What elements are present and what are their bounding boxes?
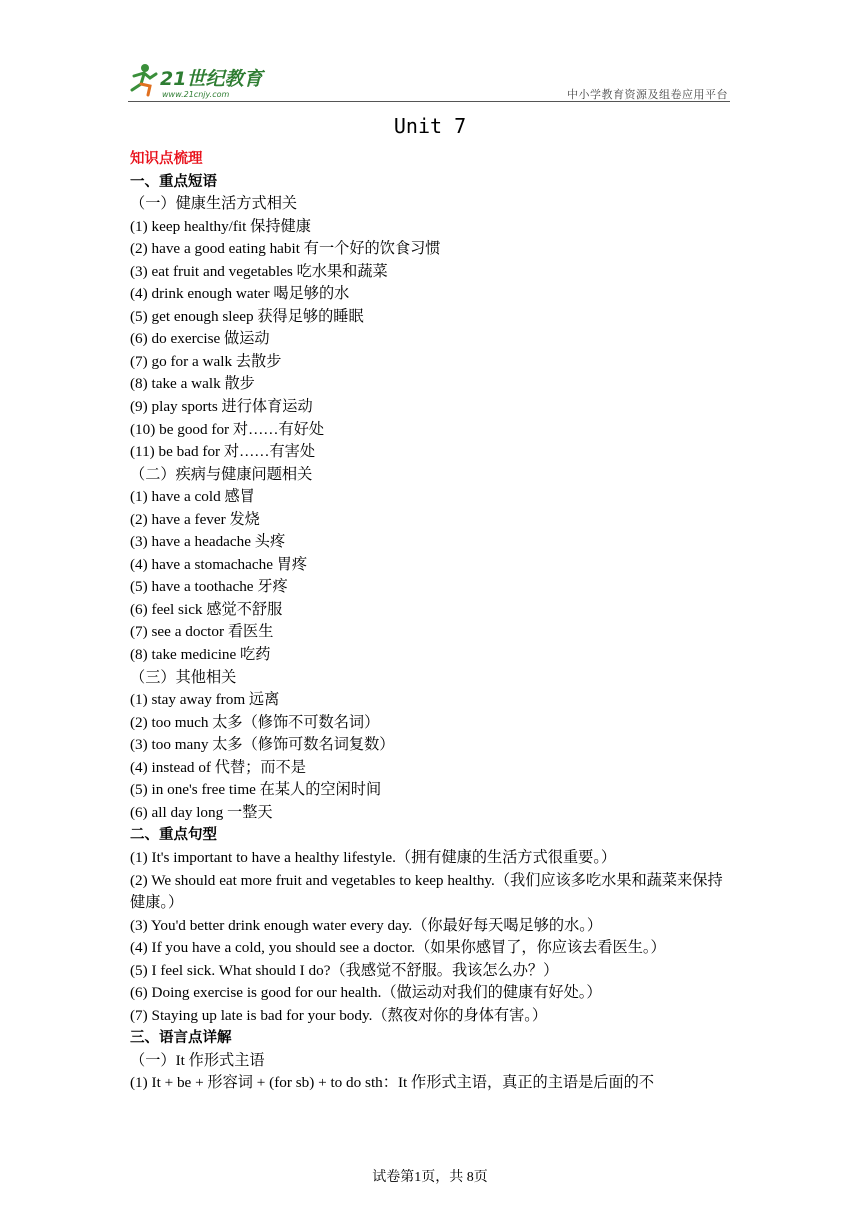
svg-text:www.21cnjy.com: www.21cnjy.com (162, 90, 230, 99)
text-line: (6) all day long 一整天 (130, 803, 273, 821)
text-line: (2) have a good eating habit 有一个好的饮食习惯 (130, 240, 441, 258)
text-line: (2) We should eat more fruit and vegetables to keep healthy.（我们应该多吃水果和蔬菜来保持健康。） (130, 871, 723, 912)
text-line: (1) It's important to have a healthy lifestyle.（拥有健康的生活方式很重要。） (130, 848, 617, 866)
text-line: (1) stay away from 远离 (130, 691, 280, 709)
text-line: (4) drink enough water 喝足够的水 (130, 285, 350, 303)
text-line: （三）其他相关 (130, 668, 237, 686)
header-divider (128, 101, 730, 102)
page-footer: 试卷第1页，共 8页 (372, 1170, 488, 1185)
text-line: (3) too many 太多（修饰可数名词复数） (130, 736, 395, 754)
text-line: (6) do exercise 做运动 (130, 330, 270, 348)
text-line: (5) in one's free time 在某人的空闲时间 (130, 781, 382, 799)
text-line: (8) take a walk 散步 (130, 375, 255, 393)
text-line: (6) feel sick 感觉不舒服 (130, 600, 283, 618)
text-line: (6) Doing exercise is good for our health.（做运动对我们的健康有好处。） (130, 984, 602, 1002)
text-line: (3) eat fruit and vegetables 吃水果和蔬菜 (130, 262, 388, 280)
text-line: (10) be good for 对……有好处 (130, 420, 325, 438)
text-line: （一）It 作形式主语 (130, 1051, 265, 1069)
text-line: （一）健康生活方式相关 (130, 195, 298, 213)
section-heading: 知识点梳理 (130, 151, 203, 167)
text-line: (7) Staying up late is bad for your body.（熬夜对你的身体有害。） (130, 1006, 548, 1024)
page-header (128, 60, 730, 104)
runner-icon (132, 64, 156, 95)
text-line: (2) too much 太多（修饰不可数名词） (130, 713, 380, 731)
logo (128, 62, 278, 100)
text-line: (4) have a stomachache 胃疼 (130, 555, 308, 573)
text-line: (5) get enough sleep 获得足够的睡眠 (130, 307, 364, 325)
section-heading: 二、重点句型 (130, 827, 217, 844)
svg-text:21世纪教育: 21世纪教育 (160, 68, 263, 90)
text-line: (4) instead of 代替；而不是 (130, 758, 306, 776)
text-line: (9) play sports 进行体育运动 (130, 398, 313, 416)
text-line: (8) take medicine 吃药 (130, 646, 271, 664)
page-title: Unit 7 (393, 114, 467, 138)
text-line: (5) I feel sick. What should I do?（我感觉不舒服。我该怎么办？） (130, 961, 559, 979)
section-heading: 一、重点短语 (130, 173, 217, 190)
text-line: (7) see a doctor 看医生 (130, 623, 274, 641)
text-line: (1) keep healthy/fit 保持健康 (130, 217, 311, 235)
text-line: (3) You'd better drink enough water every day.（你最好每天喝足够的水。） (130, 916, 603, 934)
text-line: （二）疾病与健康问题相关 (130, 465, 313, 483)
text-line: (11) be bad for 对……有害处 (130, 443, 316, 461)
text-line: (1) have a cold 感冒 (130, 488, 255, 506)
text-line: (4) If you have a cold, you should see a doctor.（如果你感冒了，你应该去看医生。） (130, 939, 666, 957)
text-line: (7) go for a walk 去散步 (130, 352, 282, 370)
section-heading: 三、语言点详解 (130, 1030, 232, 1047)
text-line: (3) have a headache 头疼 (130, 533, 286, 551)
text-line: (2) have a fever 发烧 (130, 510, 260, 528)
document-body (130, 148, 735, 1095)
text-line: (1) It + be + 形容词 + (for sb) + to do sth：It 作形式主语，真正的主语是后面的不 (130, 1074, 655, 1092)
platform-name: 中小学教育资源及组卷应用平台 (567, 88, 728, 101)
text-line: (5) have a toothache 牙疼 (130, 578, 288, 596)
